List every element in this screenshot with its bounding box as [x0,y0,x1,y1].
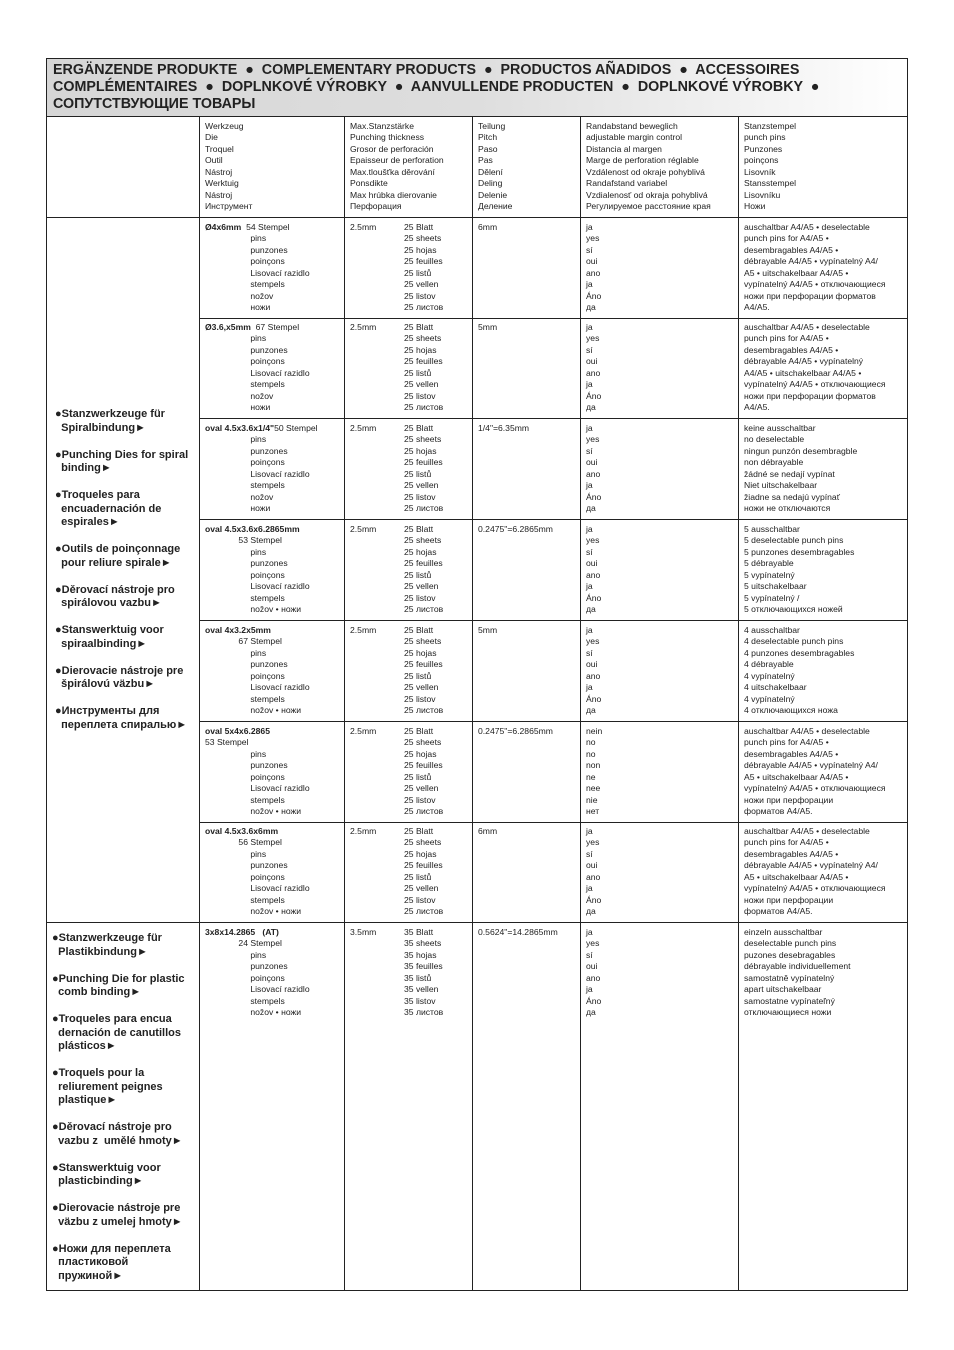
tool-details: 50 Stempel pins punzones poinçons Lisovací razidlo stempels nožov ножи [250,423,318,514]
table-row-thickness: 2.5mm [350,625,377,635]
product-table [46,58,908,1291]
column-divider [472,117,473,1290]
category-label: ●Troqueles para encua dernación de canutillos plásticos► [52,1013,181,1052]
table-row-sheets: 25 Blatt 25 sheets 25 hojas 25 feuilles 25 listů 25 vellen 25 listov 25 листов [404,726,444,817]
tool-details: 53 Stempel pins punzones poinçons Lisovací razidlo stempels nožov • ножи [238,535,310,615]
table-row-thickness: 2.5mm [350,826,377,836]
table-row-thickness: 2.5mm [350,726,377,736]
table-row-pitch: 1/4"=6.35mm [478,423,530,433]
table-row-pitch: 5mm [478,322,498,332]
table-row-tool [205,222,310,314]
title-line-3: СОПУТСТВУЮЩИЕ ТОВАРЫ [53,96,256,112]
table-row-sheets: 25 Blatt 25 sheets 25 hojas 25 feuilles 25 listů 25 vellen 25 listov 25 листов [404,524,444,615]
category-label: ●Punching Die for plastic comb binding► [52,972,185,998]
table-row-pitch: 0.2475"=6.2865mm [478,524,553,534]
table-row-margin: nein no no non ne nee nie нет [586,726,603,817]
column-divider [580,117,581,1290]
table-row-sheets: 25 Blatt 25 sheets 25 hojas 25 feuilles 25 listů 25 vellen 25 listov 25 листов [404,826,444,917]
table-row-sheets: 35 Blatt 35 sheets 35 hojas 35 feuilles 35 listů 35 vellen 35 listov 35 листов [404,927,444,1018]
table-row-thickness: 2.5mm [350,524,377,534]
table-row-margin: ja yes sí oui ano ja Áno да [586,222,602,313]
tool-details: 56 Stempel pins punzones poinçons Lisovací razidlo stempels nožov • ножи [238,837,310,917]
column-divider [344,117,345,1290]
row-divider [199,620,907,621]
tool-details: 67 Stempel pins punzones poinçons Lisovací razidlo stempels nožov ножи [250,322,310,413]
category-label: ●Troqueles para encuadernación de espirales► [55,489,162,528]
category-label: ●Dierovacie nástroje pre väzbu z umelej hmoty► [52,1202,183,1228]
table-row-margin: ja yes sí oui ano ja Áno да [586,826,602,917]
table-row-pins: auschaltbar A4/A5 • deselectable punch pins for A4/A5 • desembragables A4/A5 • débrayable A4/A5 • vypínatelný A4/ A5 • uitschakelbaar A4/A5 • vypínatelný A4/A5 • отключающиеся ножи при перфорации форматов A4/A5. [744,826,886,917]
header-pitch: Teilung Pitch Paso Pas Dělení Deling Delenie Деление [478,121,513,212]
category-spiral [55,408,188,746]
table-row-thickness: 2.5mm [350,222,377,232]
category-label: ●Инструменты для переплета спиралью► [55,705,188,731]
table-row-pins: 5 ausschaltbar 5 deselectable punch pins 5 punzones desembragables 5 débrayable 5 vypínatelný 5 uitschakelbaar 5 vypínatelný / 5 отключающихся ножей [744,524,855,615]
category-label: ●Děrovací nástroje pro vazbu z umělé hmoty► [52,1121,183,1147]
table-row-pins: 4 ausschaltbar 4 deselectable punch pins 4 punzones desembragables 4 débrayable 4 vypínatelný 4 uitschakelbaar 4 vypínatelný 4 отключающихся ножа [744,625,855,716]
category-label: ●Stanswerktuig voor spiraalbinding► [55,624,164,650]
tool-name: 3x8x14.2865 (AT) [205,927,279,937]
header-row-divider [47,217,907,218]
tool-details: 54 Stempel pins punzones poinçons Lisovací razidlo stempels nožov ножи [246,222,310,313]
tool-details: 24 Stempel pins punzones poinçons Lisovací razidlo stempels nožov • ножи [238,938,310,1018]
row-divider [199,418,907,419]
table-row-margin: ja yes sí oui ano ja Áno да [586,927,602,1018]
table-row-pitch: 6mm [478,222,498,232]
category-label: ●Stanzwerkzeuge für Spiralbindung► [55,408,165,434]
table-row-pitch: 6mm [478,826,498,836]
row-divider [199,318,907,319]
header-tool: Werkzeug Die Troquel Outil Nástroj Werktuig Nástroj Инструмент [205,121,253,212]
table-row-margin: ja yes sí oui ano ja Áno да [586,625,602,716]
table-row-sheets: 25 Blatt 25 sheets 25 hojas 25 feuilles 25 listů 25 vellen 25 listov 25 листов [404,222,444,313]
column-divider [738,117,739,1290]
table-row-tool [205,826,310,918]
table-row-tool [205,726,310,818]
category-label: ●Děrovací nástroje pro spirálovou vazbu► [55,583,175,609]
table-row-pins: einzeln ausschaltbar deselectable punch pins puzones desebragables débrayable individuellement samostatně vypínatelný apart uitschakelbaar samostatne vypínateľný отключающиеся ножи [744,927,851,1018]
category-label: ●Outils de poinçonnage pour reliure spirale► [55,543,181,569]
tool-name: oval 4.5x3.6x1/4" [205,423,275,433]
category-label: ●Punching Dies for spiral binding► [55,448,189,474]
column-divider [199,117,200,1290]
table-row-pitch: 0.2475"=6.2865mm [478,726,553,736]
table-row-margin: ja yes sí oui ano ja Áno да [586,524,602,615]
table-row-pitch: 5mm [478,625,498,635]
table-row-sheets: 25 Blatt 25 sheets 25 hojas 25 feuilles 25 listů 25 vellen 25 listov 25 листов [404,423,444,514]
table-row-pins: auschaltbar A4/A5 • deselectable punch pins for A4/A5 • desembragables A4/A5 • débrayable A4/A5 • vypínatelný A4/A5 • uitschakelbaar A4/A5 • vypínatelný A4/A5 • отключающиеся ножи при перфорации форматов A4/A5. [744,322,886,413]
title-line-2: COMPLÉMENTAIRES ● DOPLNKOVÉ VÝROBKY ● AANVULLENDE PRODUCTEN ● DOPLNKOVÉ VÝROBKY ● [53,79,820,95]
table-row-margin: ja yes sí oui ano ja Áno да [586,423,602,514]
category-plastic [52,932,185,1297]
tool-name: oval 5x4x6.2865 [205,726,270,736]
header-thickness: Max.Stanzstärke Punching thickness Grosor de perforación Epaisseur de perforation Max.tloušťka děrování Ponsdikte Max hrúbka dierovanie Перфорация [350,121,444,212]
row-divider [199,519,907,520]
table-row-pitch: 0.5624"=14.2865mm [478,927,558,937]
section-divider [47,922,907,923]
header-pins: Stanzstempel punch pins Punzones poinçons Lisovník Stansstempel Lisovníku Ножи [744,121,797,212]
table-row-tool [205,322,310,414]
table-row-thickness: 3.5mm [350,927,377,937]
tool-name: Ø4x6mm [205,222,242,232]
category-label: ●Stanzwerkzeuge für Plastikbindung► [52,932,162,958]
table-row-tool [205,927,310,1019]
table-row-sheets: 25 Blatt 25 sheets 25 hojas 25 feuilles 25 listů 25 vellen 25 listov 25 листов [404,322,444,413]
table-title-banner [47,59,907,117]
tool-name: oval 4.5x3.6x6.2865mm [205,524,300,534]
category-label: ●Dierovacie nástroje pre špirálovú väzbu► [55,664,184,690]
table-row-tool [205,423,318,515]
table-row-thickness: 2.5mm [350,322,377,332]
table-row-tool [205,625,310,717]
tool-name: Ø3.6,x5mm [205,322,251,332]
table-row-margin: ja yes sí oui ano ja Áno да [586,322,602,413]
category-label: ●Ножи для переплета пластиковой пружиной► [52,1242,171,1282]
row-divider [199,721,907,722]
table-row-pins: auschaltbar A4/A5 • deselectable punch pins for A4/A5 • desembragables A4/A5 • débrayable A4/A5 • vypínatelný A4/ A5 • uitschakelbaar A4/A5 • vypínatelný A4/A5 • отключающиеся ножи при перфорации форматов A4/A5. [744,726,886,817]
category-label: ●Stanswerktuig voor plasticbinding► [52,1161,161,1187]
tool-name: oval 4x3.2x5mm [205,625,271,635]
tool-details: 67 Stempel pins punzones poinçons Lisovací razidlo stempels nožov • ножи [238,636,310,716]
table-row-thickness: 2.5mm [350,423,377,433]
row-divider [199,822,907,823]
category-label: ●Troquels pour la reliurement peignes plastique► [52,1067,163,1106]
title-line-1: ERGÄNZENDE PRODUKTE ● COMPLEMENTARY PRODUCTS ● PRODUCTOS AÑADIDOS ● ACCESSOIRES [53,62,800,78]
table-row-pins: auschaltbar A4/A5 • deselectable punch pins for A4/A5 • desembragables A4/A5 • débrayable A4/A5 • vypínatelný A4/ A5 • uitschakelbaar A4/A5 • vypínatelný A4/A5 • отключающиеся ножи при перфорации форматов A4/A5. [744,222,886,313]
table-row-pins: keine ausschaltbar no deselectable ningun punzón desembragble non débrayable žádné se nedají vypínat Niet uitschakelbaar žiadne sa nedajú vypínať ножи не отключаются [744,423,858,514]
table-row-sheets: 25 Blatt 25 sheets 25 hojas 25 feuilles 25 listů 25 vellen 25 listov 25 листов [404,625,444,716]
header-margin: Randabstand beweglich adjustable margin control Distancia al margen Marge de perforation réglable Vzdálenost od okraje pohyblivá Randafstand variabel Vzdialenosť od okraja pohyblivá Регулируемое расстояние края [586,121,711,212]
table-row-tool [205,524,310,616]
tool-details: 53 Stempel pins punzones poinçons Lisovací razidlo stempels nožov • ножи [205,737,310,817]
tool-name: oval 4.5x3.6x6mm [205,826,279,836]
